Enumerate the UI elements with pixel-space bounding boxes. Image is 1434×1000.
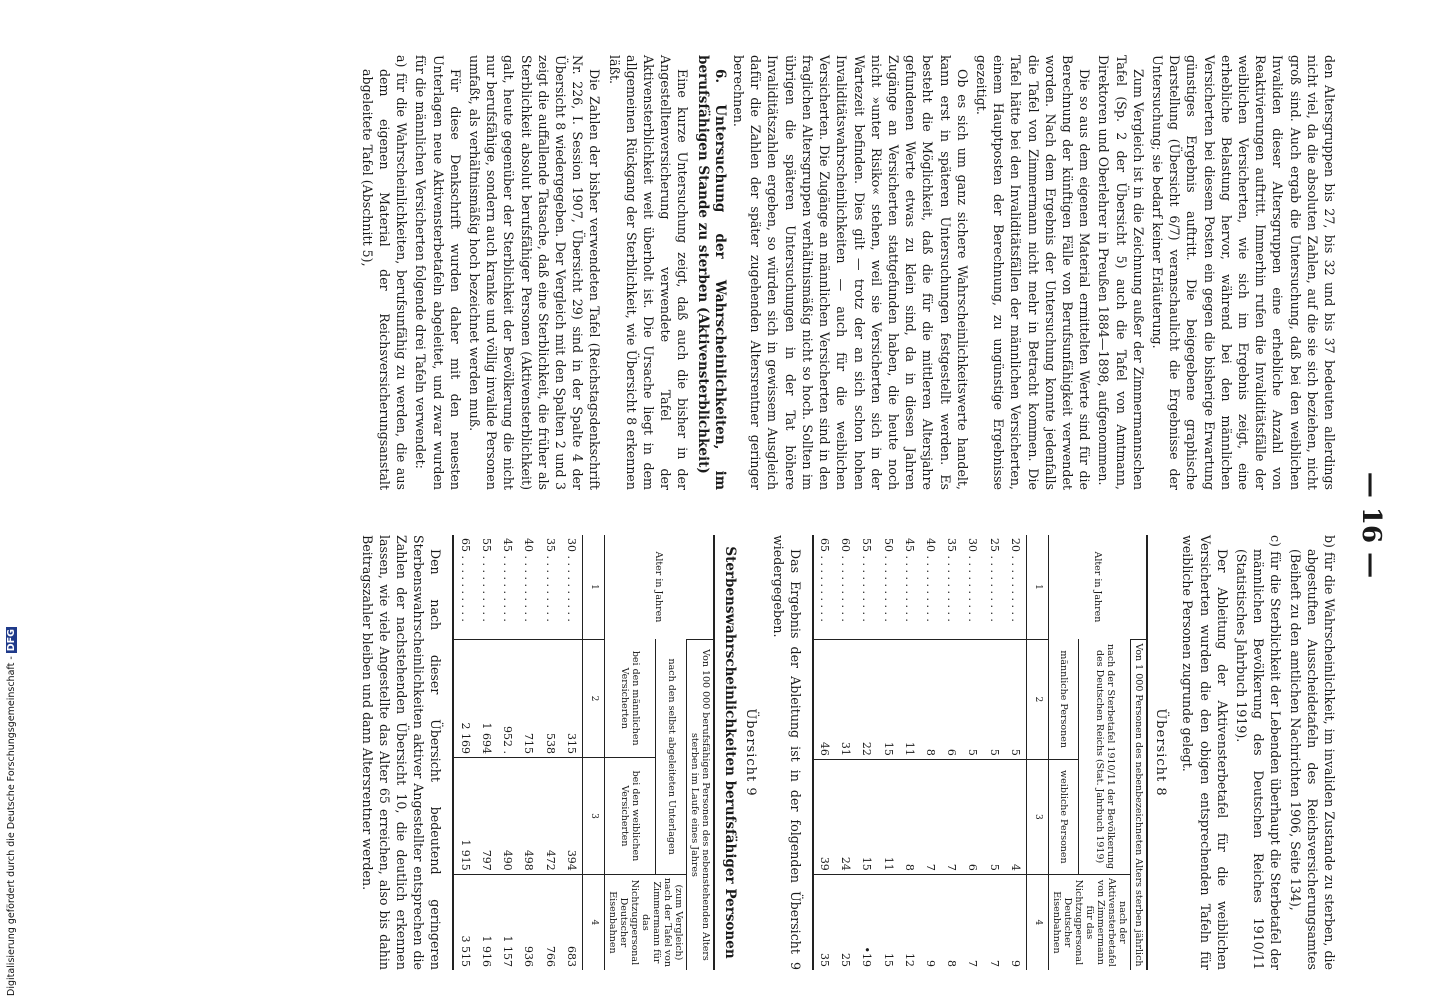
- list-item: a) für die Wahrscheinlichkeiten, berufsunfähig zu werden, die aus dem eigenen Material der Reichsversicherungsanstalt abgeleitete Tafel (Abschnitt 5),: [359, 55, 410, 490]
- column-number-row: [582, 535, 604, 970]
- paragraph: den Altersgruppen bis 27, bis 32 und bis 37 bedeuten allerdings nicht viel, da die absoluten Zahlen, auf die sie sich beziehen, nicht groß sind. Auch ergab die Untersuchung, daß bei den weiblichen Invaliden dieser Altersgruppen eine erhebliche Anzahl von Reaktivierungen auftritt. Immerhin rufen die Invaliditätsfälle der weiblichen Versicherten, wie sich im Ergebnis zeigt, eine erhebliche Belastung hervor, während bei den männlichen Versicherten bei diesem Posten ein gegen die bisherige Erwartung günstiges Ergebnis auftritt. Die beigegebene graphische Darstellung (Übersicht 6/7) veranschaulicht die Ergebnisse der Untersuchung; sie bedarf keiner Erläuterung.: [1149, 55, 1337, 490]
- footer-text: Digitalisierung gefördert durch die Deutsche Forschungsgemeinschaft -: [6, 656, 17, 996]
- age-cell: 65 . . . . . . . . . .: [817, 538, 831, 622]
- value-cell: 24: [835, 759, 856, 874]
- age-cell: 40 . . . . . . . . . .: [522, 538, 536, 622]
- value-cell: 6: [941, 639, 962, 759]
- age-cell: 60 . . . . . . . . . .: [839, 538, 853, 622]
- column-header: nach der Aktivensterbetafel von Zimmermann für das Nichtzugpersonal Deutscher Eisenbahnen: [1048, 874, 1130, 970]
- value-cell: 715: [518, 639, 539, 757]
- table-row: [920, 535, 941, 970]
- value-cell: 8: [920, 639, 941, 759]
- age-cell: 55 . . . . . . . . . .: [860, 538, 874, 622]
- value-cell: 8: [941, 874, 962, 970]
- value-cell: 11: [899, 639, 920, 759]
- table-row: [941, 535, 962, 970]
- page-number: — 16 —: [1356, 471, 1386, 579]
- paragraph: Eine kurze Untersuchung zeigt, daß auch die bisher in der Angestelltenversicherung verwendete Tafel der Aktivensterblichkeit weit überholt ist. Die Ursache liegt in dem allgemeinen Rückgang der Sterblichkeit, wie Übersicht 8 erkennen läßt.: [606, 55, 691, 490]
- age-cell: 35 . . . . . . . . . .: [543, 538, 557, 622]
- column-header: bei den männlichen Versicherten: [619, 650, 642, 746]
- value-cell: 936: [518, 874, 539, 970]
- column-header: nach den selbst abgeleiteten Unterlagen: [665, 658, 677, 855]
- value-cell: 394: [561, 758, 583, 875]
- value-cell: 7: [962, 874, 983, 970]
- digitization-footer: [6, 627, 17, 996]
- table-row: [899, 535, 920, 970]
- column-number-row: [1026, 535, 1048, 970]
- column-number: 3: [1026, 759, 1048, 874]
- value-cell: 9: [1005, 874, 1027, 970]
- column-header: Alter in Jahren: [653, 551, 665, 623]
- value-cell: 25: [835, 874, 856, 970]
- value-cell: 5: [1005, 639, 1027, 759]
- age-cell: 50 . . . . . . . . . .: [881, 538, 895, 622]
- value-cell: •19: [856, 874, 877, 970]
- paragraph: Ob es sich um ganz sichere Wahrscheinlichkeitswerte handelt, kann erst in späteren Untersuchungen festgestellt werden. Es besteht die Möglichkeit, daß die für die mittleren Altersjahre gefundenen Werte etwas zu klein sind, da in diesen Jahren Zugänge an Versicherten stattgefunden haben, die heute noch nicht »unter Risiko« stehen, weil sie Versicherten sich in der Wartezeit befinden. Dies gilt — trotz der an sich schon hohen Invaliditätswahrscheinlichkeiten — auch für die weiblichen Versicherten. Die Zugänge an männlichen Versicherten sind in den fraglichen Altersgruppen verhältnismäßig nicht so hoch. Sollten im übrigen die späteren Untersuchungen in der Tat höhere Invaliditätszahlen ergeben, so würden sich in gewissem Ausgleich dafür die Zahlen der später zugehenden Altersrentner geringer berechnen.: [731, 55, 970, 490]
- value-cell: 9: [920, 874, 941, 970]
- column-header: nach der Sterbetafel 1910/11 der Bevölkerung des Deutschen Reichs (Stat. Jahrbuch 1919): [1093, 644, 1116, 870]
- value-cell: 5: [983, 759, 1004, 874]
- paragraph: Der Ableitung der Aktivensterbetafel für die weiblichen Versicherten wurden die den obigen entsprechenden Tafeln für weibliche Personen zugrunde gelegt.: [1180, 535, 1230, 970]
- paragraph: Zum Vergleich ist in die Zeichnung außer der Zimmermannschen Tafel (Sp. 2 der Übersicht 5) auch die Tafel von Amtmann, Direktoren und Oberlehrer in Preußen 1884—1898, aufgenommen.: [1096, 55, 1146, 490]
- column-number: 4: [1026, 874, 1048, 970]
- value-cell: 498: [518, 758, 539, 875]
- value-cell: 12: [899, 874, 920, 970]
- column-header: Von 100 000 berufsfähigen Personen des nebenstehenden Alters sterben im Laufe eines Jahres: [686, 639, 714, 970]
- paragraph: Für diese Denkschrift wurden daher mit den neuesten Unterlagen neue Aktivensterbetafeln abgeleitet, und zwar wurden für die männlichen Versicherten folgende drei Tafeln verwendet:: [413, 55, 463, 490]
- table-label: Übersicht 9: [743, 708, 759, 797]
- table-title: Sterbenswahrscheinlichkeiten berufsfähiger Personen: [722, 546, 739, 959]
- age-cell: 20 . . . . . . . . . .: [1008, 538, 1022, 622]
- value-cell: 7: [920, 759, 941, 874]
- document-page: [156, 55, 1386, 995]
- table-row: [1005, 535, 1027, 970]
- column-header: Von 1 000 Personen des nebenbezeichneten Alters sterben jährlich: [1130, 639, 1147, 970]
- table-body: [813, 535, 1049, 970]
- age-cell: 45 . . . . . . . . . .: [501, 538, 515, 622]
- age-cell: 30 . . . . . . . . . .: [966, 538, 980, 622]
- table-row: [877, 535, 898, 970]
- value-cell: 8: [899, 759, 920, 874]
- value-cell: 31: [835, 639, 856, 759]
- value-cell: 766: [539, 874, 560, 970]
- value-cell: 7: [983, 874, 1004, 970]
- value-cell: 315: [561, 639, 583, 757]
- dfg-logo: DFG: [6, 629, 17, 652]
- column-number: 1: [582, 535, 604, 639]
- table-row: [813, 535, 835, 970]
- table-uebersicht-8: [812, 535, 1148, 970]
- value-cell: 22: [856, 639, 877, 759]
- column-header: (zum Vergleich) nach der Tafel von Zimmermann für das Nichtzugpersonal Deutscher Eisenbahnen: [604, 874, 686, 970]
- value-cell: 15: [856, 759, 877, 874]
- table-row: [983, 535, 1004, 970]
- value-cell: 1 694: [476, 639, 497, 757]
- column-number: 1: [1026, 535, 1048, 639]
- value-cell: 15: [877, 874, 898, 970]
- section-heading: 6. Untersuchung der Wahrscheinlichkeiten, im berufsfähigen Stande zu sterben (Aktivensterblichkeit): [694, 55, 728, 490]
- value-cell: 1 915: [454, 758, 476, 875]
- value-cell: 35: [813, 874, 835, 970]
- paragraph: Die Zahlen der bisher verwendeten Tafel (Reichstagsdenkschrift Nr. 226, I. Session 1907, Übersicht 29) sind in der Spalte 4 der Übersicht 8 wiedergegeben. Der Vergleich mit den Spalten 2 und 3 zeigt die auffallende Tatsache, daß eine Sterblichkeit, die früher als Sterblichkeit absolut berufsfähiger Personen (Aktivensterblichkeit) galt, heute gegenüber der Sterblichkeit der Bevölkerung die nicht nur berufsfähige, sondern auch kranke und völlig invalide Personen umfaßt, als verhältnismäßig hoch bezeichnet werden muß.: [467, 55, 603, 490]
- value-cell: 4: [1005, 759, 1027, 874]
- value-cell: 490: [497, 758, 518, 875]
- value-cell: 7: [941, 759, 962, 874]
- value-cell: 5: [962, 639, 983, 759]
- table-row: [518, 535, 539, 970]
- list-item: c) für die Sterblichkeit der Lebenden überhaupt die Sterbetafel der männlichen Bevölkerung des Deutschen Reiches 1910/11 (Statistisches Jahrbuch 1919).: [1233, 535, 1284, 970]
- value-cell: 1 157: [497, 874, 518, 970]
- paragraph: Den nach dieser Übersicht bedeutend geringeren Sterbenswahrscheinlichkeiten aktiver Angestellter entsprechen die Zahlen der nachstehenden Übersicht 10, die deutlich erkennen lassen, wie viele Angestellte das Alter 65 erreichen, also bis dahin Beitragszahler bleiben und dann Altersrentner werden.: [359, 535, 444, 970]
- age-cell: 65 . . . . . . . . . .: [458, 538, 472, 622]
- value-cell: 39: [813, 759, 835, 874]
- value-cell: 472: [539, 758, 560, 875]
- column-number: 3: [582, 758, 604, 875]
- table-body: [454, 535, 605, 970]
- value-cell: 797: [476, 758, 497, 875]
- value-cell: 952 .: [497, 639, 518, 757]
- column-number: 2: [582, 639, 604, 757]
- table-row: [561, 535, 583, 970]
- value-cell: 683: [561, 874, 583, 970]
- column-header: weibliche Personen: [1048, 759, 1079, 874]
- table-row: [497, 535, 518, 970]
- table-uebersicht-9: [453, 535, 715, 970]
- column-header: bei den weiblichen Versicherten: [604, 758, 656, 875]
- value-cell: 3 515: [454, 874, 476, 970]
- column-number: 2: [1026, 639, 1048, 759]
- table-row: [539, 535, 560, 970]
- value-cell: 6: [962, 759, 983, 874]
- value-cell: 538: [539, 639, 560, 757]
- table-row: [962, 535, 983, 970]
- paragraph: Die so aus dem eigenen Material ermittelten Werte sind für die Berechnung der künftigen Fälle von Berufsunfähigkeit verwendet worden. Nach dem Ergebnis der Untersuchung konnte jedenfalls die Tafel von Zimmermann nicht mehr in Betracht kommen. Die Tafel hätte bei den Invaliditätsfällen der männlichen Versicherten, einem Hauptposten der Berechnung, zu ungünstige Ergebnisse gezeitigt.: [973, 55, 1093, 490]
- right-column: [356, 535, 1338, 970]
- value-cell: 1 916: [476, 874, 497, 970]
- age-cell: 45 . . . . . . . . . .: [902, 538, 916, 622]
- column-number: 4: [582, 874, 604, 970]
- list-item: b) für die Wahrscheinlichkeit, im invaliden Zustande zu sterben, die abgestuften Ausscheidetafeln des Reichsversicherungsamtes (Beiheft zu den amtlichen Nachrichten 1906, Seite 134),: [1287, 535, 1337, 970]
- value-cell: 46: [813, 639, 835, 759]
- paragraph: Das Ergebnis der Ableitung ist in der folgenden Übersicht 9 wiedergegeben.: [770, 535, 803, 970]
- left-column: [357, 55, 1338, 490]
- value-cell: 11: [877, 759, 898, 874]
- age-cell: 25 . . . . . . . . . .: [987, 538, 1001, 622]
- age-cell: 40 . . . . . . . . . .: [923, 538, 937, 622]
- column-header: Alter in Jahren: [1091, 551, 1103, 623]
- age-cell: 35 . . . . . . . . . .: [945, 538, 959, 622]
- table-label: Übersicht 8: [1153, 708, 1169, 797]
- value-cell: 2 169: [454, 639, 476, 757]
- table-row: [454, 535, 476, 970]
- age-cell: 30 . . . . . . . . . .: [564, 538, 578, 622]
- age-cell: 55 . . . . . . . . . .: [479, 538, 493, 622]
- value-cell: 5: [983, 639, 1004, 759]
- table-row: [856, 535, 877, 970]
- table-row: [476, 535, 497, 970]
- column-header: männliche Personen: [1058, 650, 1070, 748]
- value-cell: 15: [877, 639, 898, 759]
- table-row: [835, 535, 856, 970]
